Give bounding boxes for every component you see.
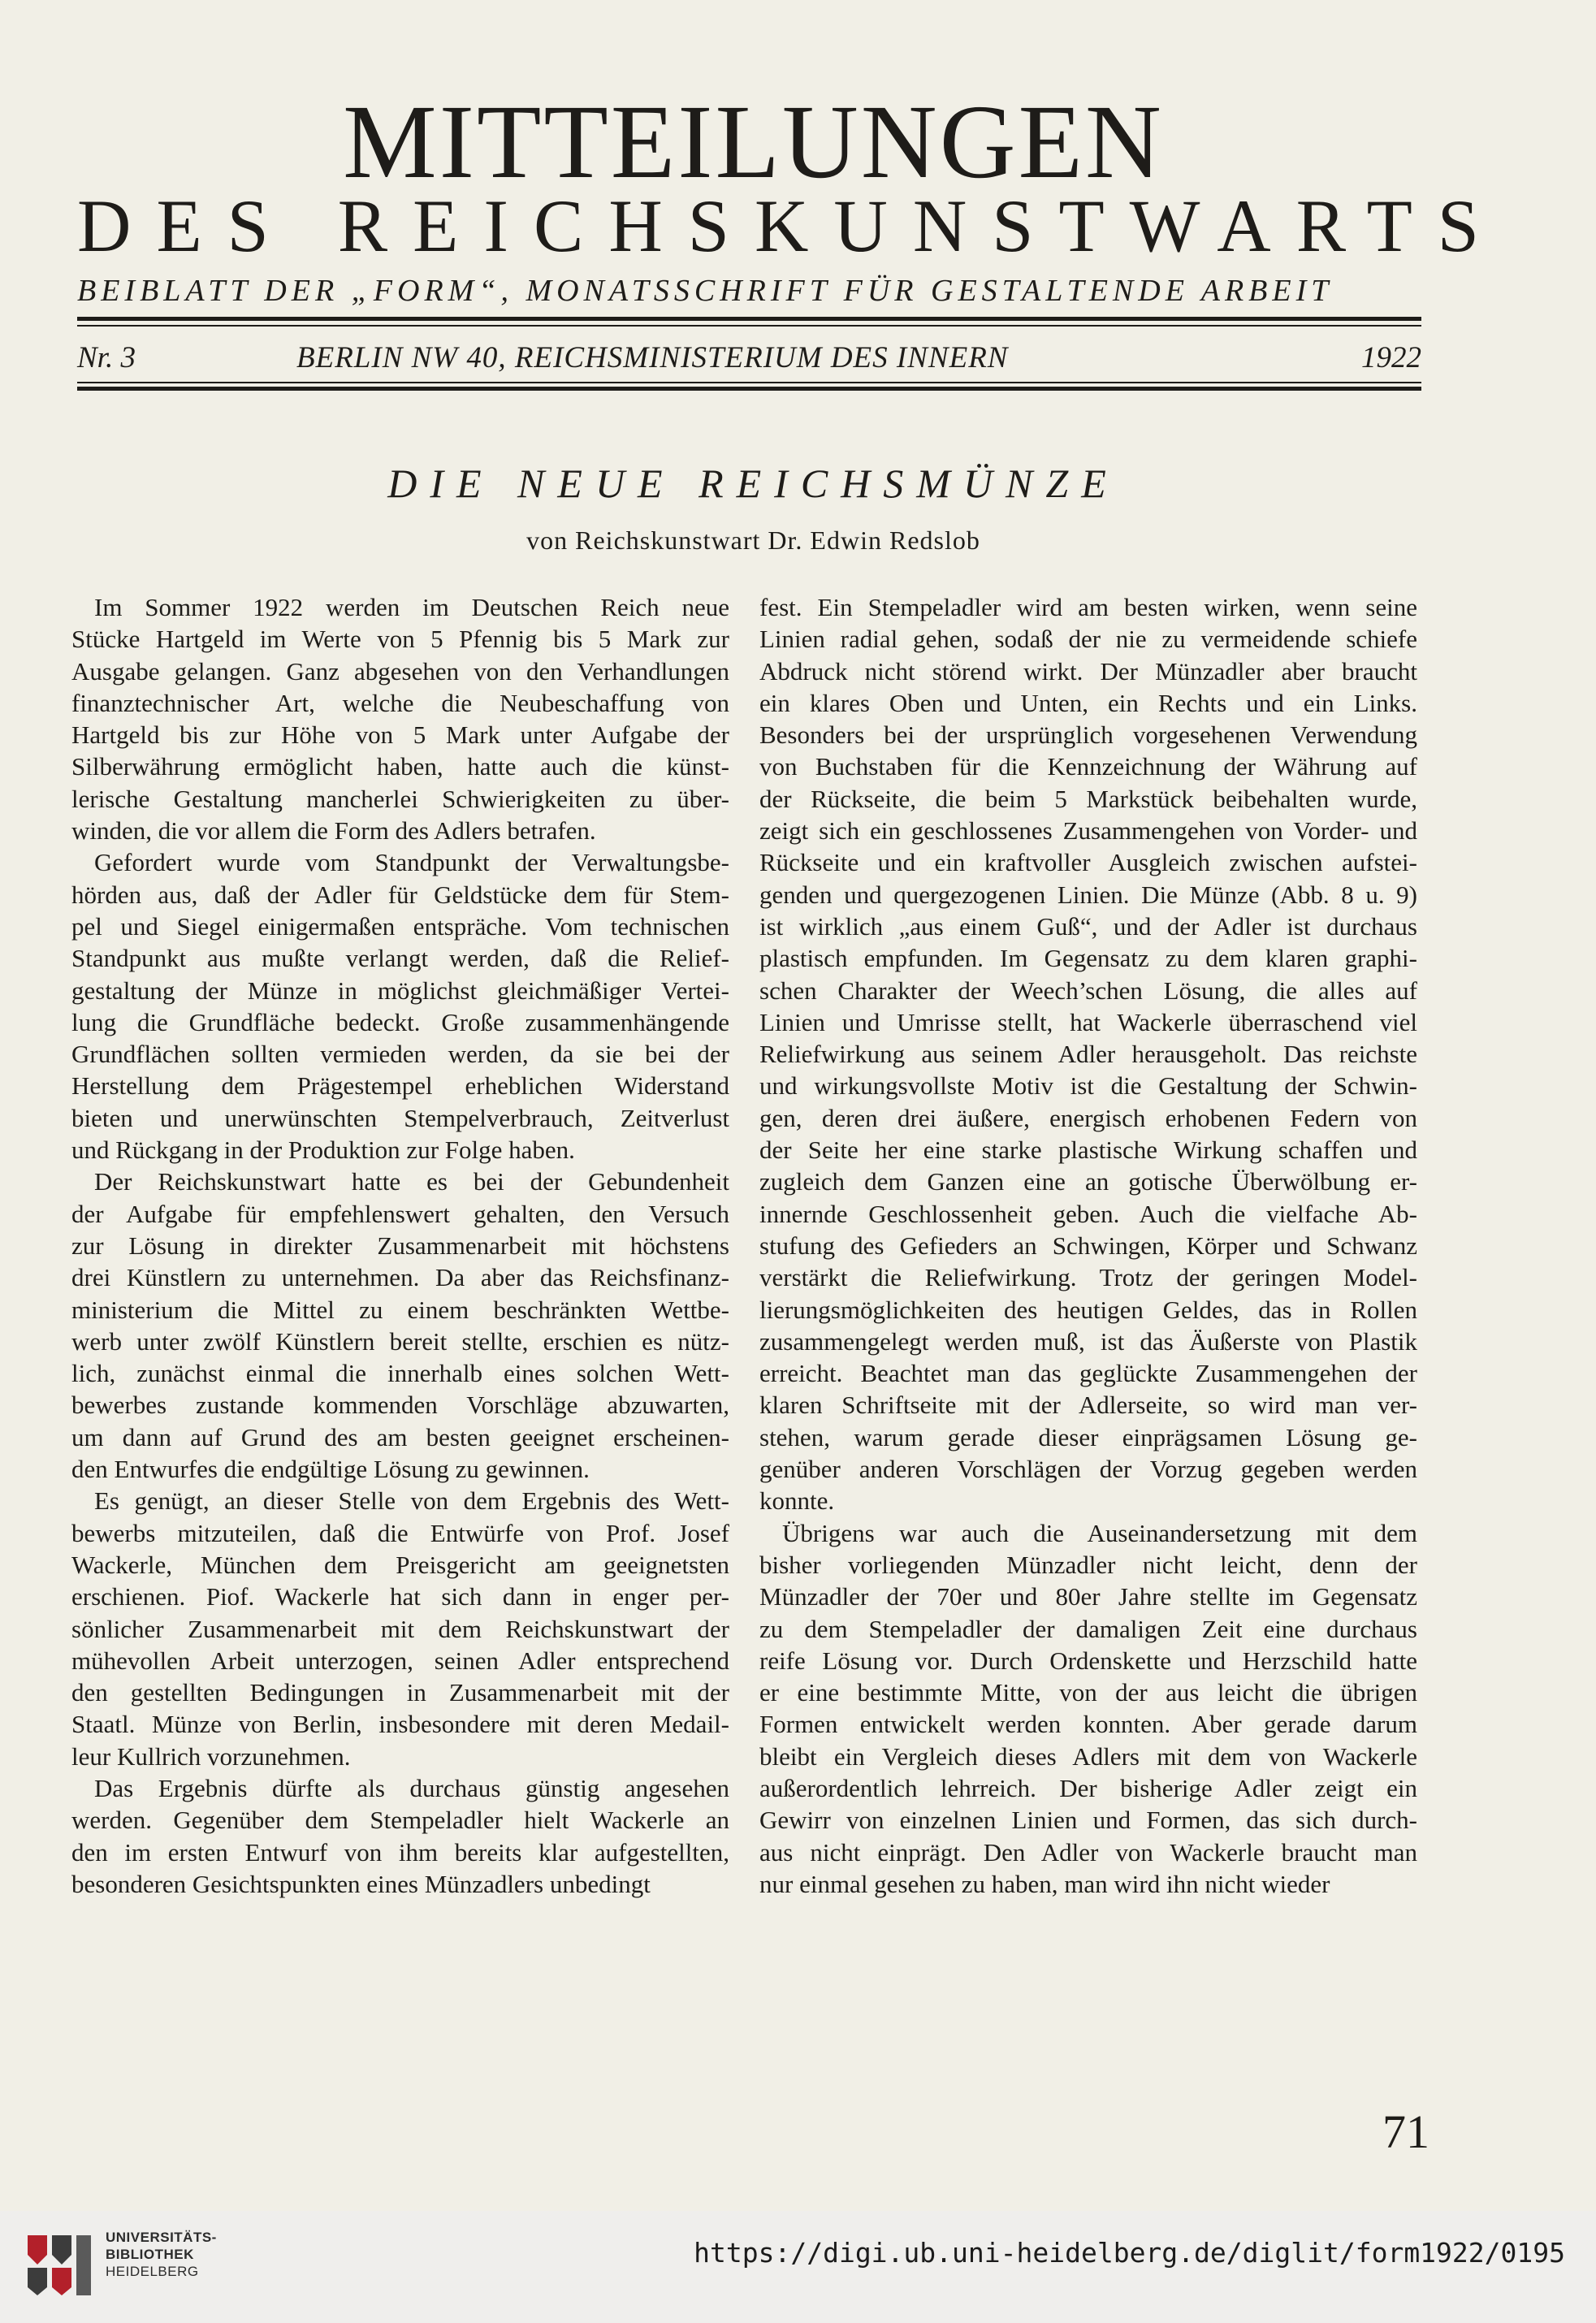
left-text-line: Das Ergebnis dürfte als durchaus günstig angesehen [94, 1773, 729, 1802]
right-text-line: Formen entwickelt werden konnten. Aber gerade darum [759, 1710, 1417, 1739]
left-text-line: um dann auf Grund des am besten geeignet erscheinen- [71, 1422, 729, 1451]
left-text-line: bewerbes zustande kommenden Vorschläge abzuwarten, [71, 1391, 729, 1420]
left-text-line: Der Reichskunstwart hatte es bei der Gebundenheit [94, 1167, 729, 1196]
left-text-line: den Entwurfes die endgültige Lösung zu gewinnen. [71, 1455, 590, 1484]
left-text-line: Wackerle, München dem Preisgericht am geeignetsten [71, 1550, 729, 1579]
left-text-line: und Rückgang in der Produktion zur Folge haben. [71, 1136, 575, 1165]
right-text-line: Rückseite und ein kraftvoller Ausgleich zwischen aufstei- [759, 848, 1417, 877]
left-text-line: lich, zunächst einmal die innerhalb eines solchen Wett- [71, 1359, 729, 1388]
right-text-line: innernde Geschlossenheit geben. Auch die vielfache Ab- [759, 1199, 1417, 1228]
issue-place: BERLIN NW 40, REICHSMINISTERIUM DES INNERN [296, 341, 1009, 374]
right-text-line: Gewirr von einzelnen Linien und Formen, das sich durch- [759, 1806, 1417, 1835]
left-text-line: Hartgeld bis zur Höhe von 5 Mark unter Aufgabe der [71, 720, 729, 750]
left-text-line: lerische Gestaltung mancherlei Schwierigkeiten zu über- [71, 784, 729, 813]
issue-line [77, 339, 1421, 378]
left-text-line: Grundflächen sollten vermieden werden, da sie bei der [71, 1040, 729, 1069]
left-text-line: werden. Gegenüber dem Stempeladler hielt Wackerle an [71, 1806, 729, 1835]
library-line-2: BIBLIOTHEK [106, 2247, 194, 2262]
left-text-line: Gefordert wurde vom Standpunkt der Verwaltungsbe- [94, 848, 729, 877]
left-text-line: leur Kullrich vorzunehmen. [71, 1741, 351, 1771]
right-text-column [759, 591, 1417, 1900]
left-text-line: den gestellten Bedingungen in Zusammenarbeit mit der [71, 1678, 729, 1707]
right-text-line: nur einmal gesehen zu haben, man wird ihn nicht wieder [759, 1869, 1330, 1898]
right-text-line: gen, deren drei äußere, energisch erhobenen Federn von [759, 1103, 1417, 1132]
library-footer [0, 2211, 1596, 2323]
masthead-rule-thick [77, 317, 1421, 321]
masthead-subtitle: DES REICHSKUNSTWARTS [77, 184, 1504, 267]
right-text-line: zu dem Stempeladler der damaligen Zeit eine durchaus [759, 1614, 1417, 1643]
right-text-line: Abdruck nicht störend wirkt. Der Münzadler aber braucht [759, 656, 1417, 686]
left-text-line: Silberwährung ermöglicht haben, hatte auch die künst- [71, 752, 729, 781]
left-text-line: mühevollen Arbeit unterzogen, seinen Adler entsprechend [71, 1646, 729, 1675]
right-text-line: von Buchstaben für die Kennzeichnung der Währung auf [759, 752, 1417, 781]
source-url-link[interactable]: https://digi.ub.uni-heidelberg.de/diglit/form1922/0195 [694, 2237, 1565, 2269]
left-text-line: winden, die vor allem die Form des Adlers betrafen. [71, 816, 596, 846]
right-text-line: ein klares Oben und Unten, ein Rechts und ein Links. [759, 688, 1417, 717]
right-text-line: zusammengelegt werden muß, ist das Äußerste von Plastik [759, 1326, 1417, 1356]
library-line-3: HEIDELBERG [106, 2264, 199, 2279]
left-text-line: finanztechnischer Art, welche die Neubeschaffung von [71, 688, 729, 717]
right-text-line: zeigt sich ein geschlossenes Zusammengehen von Vorder- und [759, 816, 1417, 846]
left-text-line: Stücke Hartgeld im Werte von 5 Pfennig bis 5 Mark zur [71, 625, 729, 654]
left-text-line: lung die Grundfläche bedeckt. Große zusammenhängende [71, 1007, 729, 1036]
right-text-line: reife Lösung vor. Durch Ordenskette und Herzschild hatte [759, 1646, 1417, 1675]
right-text-line: stufung des Gefieders an Schwingen, Körper und Schwanz [759, 1231, 1417, 1260]
right-text-line: schen Charakter der Weech’schen Lösung, die alles auf [759, 975, 1417, 1005]
left-text-line: sönlicher Zusammenarbeit mit dem Reichskunstwart der [71, 1614, 729, 1643]
left-text-column [71, 591, 729, 1900]
left-text-line: den im ersten Entwurf von ihm bereits klar aufgestellten, [71, 1837, 729, 1867]
right-text-line: plastisch empfunden. Im Gegensatz zu dem klaren graphi- [759, 944, 1417, 973]
right-text-line: bisher vorliegenden Münzadler nicht leicht, denn der [759, 1550, 1417, 1579]
library-line-1: UNIVERSITÄTS- [106, 2230, 217, 2245]
left-text-line: Herstellung dem Prägestempel erheblichen Widerstand [71, 1071, 729, 1101]
right-text-line: konnte. [759, 1486, 835, 1516]
left-text-line: Es genügt, an dieser Stelle von dem Ergebnis des Wett- [94, 1486, 729, 1516]
left-text-line: Staatl. Münze von Berlin, insbesondere mit deren Medail- [71, 1710, 729, 1739]
right-text-line: genden und quergezogenen Linien. Die Münze (Abb. 8 u. 9) [759, 880, 1417, 909]
right-text-line: verstärkt die Reliefwirkung. Trotz der geringen Model- [759, 1263, 1417, 1292]
right-text-line: Übrigens war auch die Auseinandersetzung mit dem [782, 1518, 1417, 1547]
issue-year: 1922 [1361, 341, 1421, 374]
left-text-line: besonderen Gesichtspunkten eines Münzadlers unbedingt [71, 1869, 651, 1898]
left-text-line: bieten und unerwünschten Stempelverbrauch, Zeitverlust [71, 1103, 729, 1132]
left-text-line: Ausgabe gelangen. Ganz abgesehen von den Verhandlungen [71, 656, 729, 686]
issue-rule-thick [77, 387, 1421, 391]
right-text-line: er eine bestimmte Mitte, von der aus leicht die übrigen [759, 1678, 1417, 1707]
left-text-line: ministerium die Mittel zu einem beschränkten Wettbe- [71, 1295, 729, 1324]
left-text-line: erschienen. Piof. Wackerle hat sich dann in enger per- [71, 1582, 729, 1611]
left-text-line: der Aufgabe für empfehlenswert gehalten, den Versuch [71, 1199, 729, 1228]
masthead-title: MITTEILUNGEN [343, 84, 1164, 201]
left-text-line: zur Lösung in direkter Zusammenarbeit mit höchstens [71, 1231, 729, 1260]
right-text-line: Besonders bei der ursprünglich vorgesehenen Verwendung [759, 720, 1417, 750]
left-text-line: pel und Siegel einigermaßen entspräche. Vom technischen [71, 911, 729, 941]
right-text-line: und wirkungsvollste Motiv ist die Gestaltung der Schwin- [759, 1071, 1417, 1101]
left-text-line: hörden aus, daß der Adler für Geldstücke dem für Stem- [71, 880, 729, 909]
right-text-line: aus nicht einprägt. Den Adler von Wackerle braucht man [759, 1837, 1417, 1867]
right-text-line: der Rückseite, die beim 5 Markstück beibehalten wurde, [759, 784, 1417, 813]
right-text-line: ist wirklich „aus einem Guß“, und der Adler ist durchaus [759, 911, 1417, 941]
right-text-line: bleibt ein Vergleich dieses Adlers mit dem von Wackerle [759, 1741, 1417, 1771]
left-text-line: bewerbs mitzuteilen, daß die Entwürfe von Prof. Josef [71, 1518, 729, 1547]
left-text-line: gestaltung der Münze in möglichst gleichmäßiger Vertei- [71, 975, 729, 1005]
right-text-line: Linien radial gehen, sodaß der nie zu vermeidende schiefe [759, 625, 1417, 654]
right-text-line: genüber anderen Vorschlägen der Vorzug gegeben werden [759, 1455, 1417, 1484]
issue-rule-thin [77, 382, 1421, 383]
right-text-line: lierungsmöglichkeiten des heutigen Geldes, das in Rollen [759, 1295, 1417, 1324]
masthead-rule-thin [77, 325, 1421, 327]
article-byline: von Reichskunstwart Dr. Edwin Redslob [526, 526, 980, 555]
left-text-line: drei Künstlern zu unternehmen. Da aber das Reichsfinanz- [71, 1263, 729, 1292]
left-text-line: werb unter zwölf Künstlern bereit stellte, erschien es nütz- [71, 1326, 729, 1356]
issue-number: Nr. 3 [77, 341, 136, 374]
university-library-logo [23, 2224, 96, 2297]
article-title: DIE NEUE REICHSMÜNZE [387, 461, 1119, 506]
right-text-line: Linien und Umrisse stellt, hat Wackerle überraschend viel [759, 1007, 1417, 1036]
right-text-line: erreicht. Beachtet man das geglückte Zusammengehen der [759, 1359, 1417, 1388]
right-text-line: zugleich dem Ganzen eine an gotische Überwölbung er- [759, 1167, 1417, 1196]
right-text-line: klaren Schriftseite mit der Adlerseite, so wird man ver- [759, 1391, 1417, 1420]
right-text-line: der Seite her eine starke plastische Wirkung schaffen und [759, 1136, 1417, 1165]
right-text-line: Reliefwirkung aus seinem Adler herausgeholt. Das reichste [759, 1040, 1417, 1069]
left-text-line: Standpunkt aus mußte verlangt werden, daß die Relief- [71, 944, 729, 973]
library-name [106, 2229, 284, 2280]
right-text-line: außerordentlich lehrreich. Der bisherige Adler zeigt ein [759, 1773, 1417, 1802]
left-text-line: Im Sommer 1922 werden im Deutschen Reich neue [94, 593, 729, 621]
page-number: 71 [1382, 2105, 1429, 2158]
right-text-line: fest. Ein Stempeladler wird am besten wirken, wenn seine [759, 593, 1417, 621]
right-text-line: Münzadler der 70er und 80er Jahre stellte im Gegensatz [759, 1582, 1417, 1611]
right-text-line: stehen, warum gerade dieser einprägsamen Lösung ge- [759, 1422, 1417, 1451]
masthead-tagline: BEIBLATT DER „FORM“, MONATSSCHRIFT FÜR GESTALTENDE ARBEIT [77, 274, 1334, 308]
